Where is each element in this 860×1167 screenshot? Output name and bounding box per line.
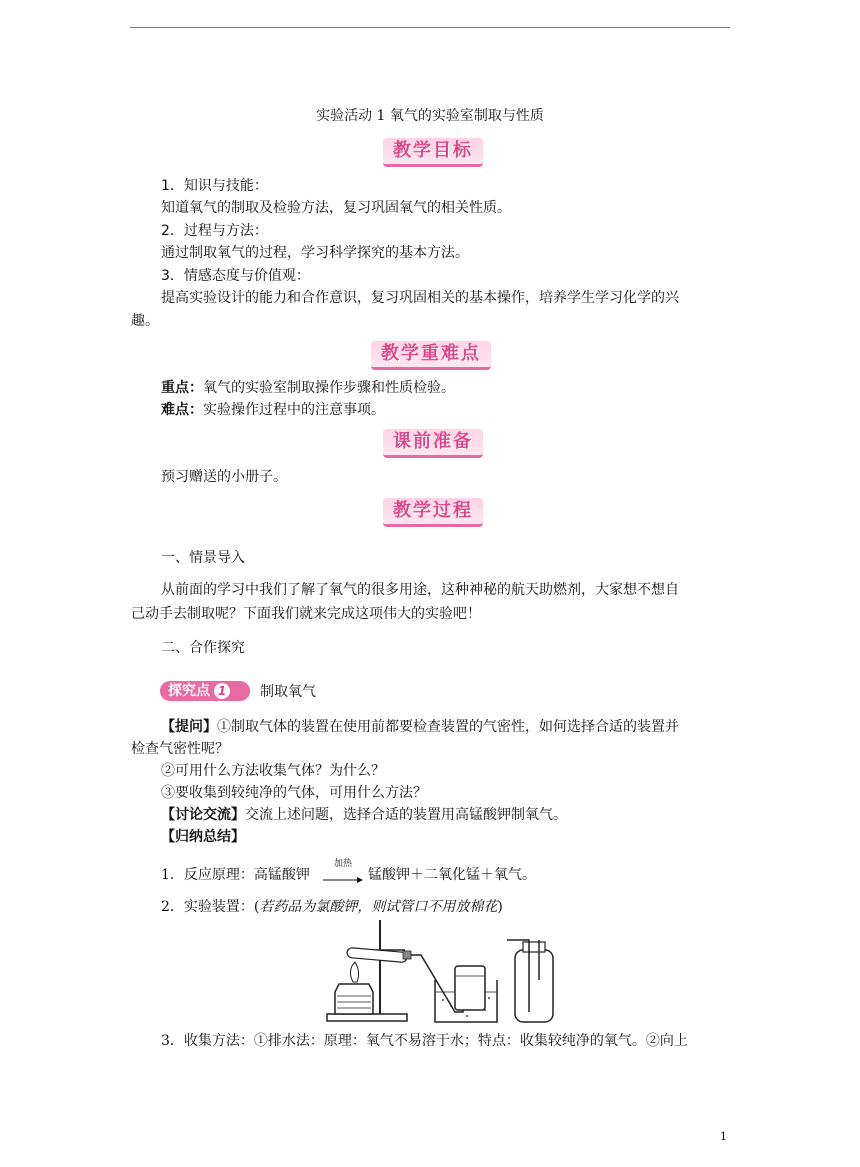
inquiry-badge-number: 1 (214, 683, 230, 699)
difficulty-text: 实验操作过程中的注意事项。 (203, 402, 385, 418)
goal-heading-1: 1．知识与技能： (161, 178, 268, 194)
banner-goals: 教学目标 (383, 138, 483, 167)
reaction-principle-prefix: 1．反应原理：高锰酸钾 (161, 867, 310, 883)
apparatus-suffix: ) (497, 899, 503, 915)
goal-text-3b: 趣。 (131, 313, 159, 329)
inquiry-topic: 制取氧气 (260, 684, 316, 700)
banner-process: 教学过程 (383, 498, 483, 527)
collection-methods: 3．收集方法：①排水法：原理：氧气不易溶于水；特点：收集较纯净的氧气。②向上 (161, 1033, 688, 1049)
page-number: 1 (720, 1130, 727, 1143)
goal-text-2: 通过制取氧气的过程，学习科学探究的基本方法。 (161, 245, 469, 261)
goal-text-3a: 提高实验设计的能力和合作意识，复习巩固相关的基本操作，培养学生学习化学的兴 (161, 290, 679, 306)
banner-key-points: 教学重难点 (371, 341, 491, 370)
question-label: 【提问】 (161, 719, 217, 735)
section-1-text-b: 己动手去制取呢？下面我们就来完成这项伟大的实验吧！ (131, 606, 481, 622)
goal-heading-2: 2．过程与方法： (161, 223, 268, 239)
section-2-heading: 二、合作探究 (161, 640, 245, 656)
apparatus-diagram (325, 920, 560, 1025)
alcohol-lamp (335, 984, 373, 1014)
question-1b: 检查气密性呢？ (131, 741, 229, 757)
section-1-heading: 一、情景导入 (161, 550, 245, 566)
inquiry-badge-text: 探究点 (168, 683, 210, 699)
difficulty-label: 难点： (161, 402, 203, 418)
heating-arrow (323, 859, 363, 888)
question-line-1 (161, 717, 679, 737)
arrow-icon (323, 876, 363, 884)
discussion-line (161, 805, 567, 825)
difficulty-line (161, 400, 385, 420)
page-title: 实验活动 1 氧气的实验室制取与性质 (316, 108, 544, 124)
goal-heading-3: 3．情感态度与价值观： (161, 268, 310, 284)
discussion-text: 交流上述问题，选择合适的装置用高锰酸钾制氧气。 (245, 807, 567, 823)
question-1a: ①制取气体的装置在使用前都要检查装置的气密性，如何选择合适的装置并 (217, 719, 679, 735)
stand-base (327, 1014, 407, 1021)
reaction-principle-suffix: 锰酸钾＋二氧化锰＋氧气。 (368, 867, 536, 883)
preparation-text: 预习赠送的小册子。 (161, 469, 287, 485)
question-2: ②可用什么方法收集气体？为什么？ (161, 763, 385, 779)
heating-label: 加热 (333, 859, 352, 869)
apparatus-note: 若药品为氯酸钾，则试管口不用放棉花 (259, 899, 498, 915)
question-3: ③要收集到较纯净的气体，可用什么方法？ (161, 785, 427, 801)
focus-text: 氧气的实验室制取操作步骤和性质检验。 (203, 380, 455, 396)
banner-preparation: 课前准备 (383, 429, 483, 458)
gas-bottle (515, 950, 553, 1022)
apparatus-prefix: 2．实验装置：( (161, 899, 260, 915)
discussion-label: 【讨论交流】 (161, 807, 245, 823)
goal-text-1: 知道氧气的制取及检验方法，复习巩固氧气的相关性质。 (161, 200, 511, 216)
apparatus-line (161, 897, 503, 917)
inquiry-badge (160, 681, 250, 701)
collecting-bottle (455, 966, 485, 1010)
header-rule (130, 27, 730, 28)
summary-label: 【归纳总结】 (161, 829, 245, 845)
focus-label: 重点： (161, 380, 203, 396)
section-1-text-a: 从前面的学习中我们了解了氧气的很多用途，这种神秘的航天助燃剂，大家想不想自 (161, 582, 679, 598)
focus-line (161, 378, 455, 398)
